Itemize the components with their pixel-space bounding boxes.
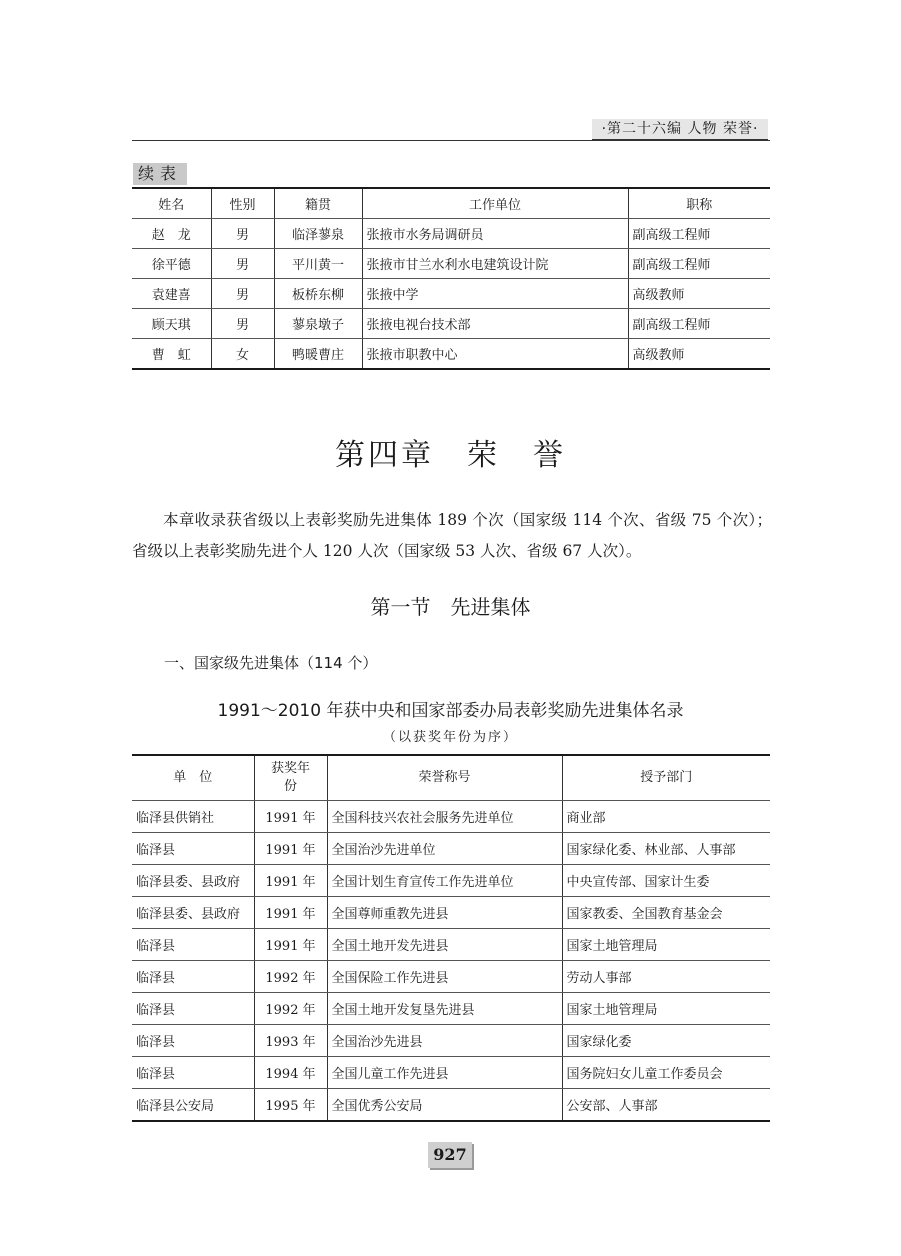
- cell-year: 1991 年: [254, 833, 327, 865]
- table-row: [132, 219, 770, 249]
- cell-gender: 男: [211, 279, 274, 309]
- continued-label: 续表: [133, 163, 187, 185]
- header-hometown: 籍贯: [274, 188, 362, 219]
- table-row: [132, 249, 770, 279]
- header-unit: 单 位: [132, 755, 254, 801]
- table-row: [132, 1025, 770, 1057]
- cell-unit: 临泽县委、县政府: [132, 897, 254, 929]
- table-row: [132, 339, 770, 370]
- cell-unit: 临泽县供销社: [132, 801, 254, 833]
- cell-hometown: 板桥东柳: [274, 279, 362, 309]
- cell-hometown: 蓼泉墩子: [274, 309, 362, 339]
- table-row: [132, 309, 770, 339]
- cell-honor: 全国科技兴农社会服务先进单位: [327, 801, 562, 833]
- table-row: [132, 897, 770, 929]
- cell-unit: 临泽县委、县政府: [132, 865, 254, 897]
- table-row: [132, 833, 770, 865]
- cell-workplace: 张掖电视台技术部: [362, 309, 628, 339]
- table-row: [132, 961, 770, 993]
- table-row: [132, 801, 770, 833]
- cell-year: 1994 年: [254, 1057, 327, 1089]
- cell-gender: 男: [211, 219, 274, 249]
- chapter-title: 第四章 荣 誉: [335, 438, 566, 473]
- cell-honor: 全国尊师重教先进县: [327, 897, 562, 929]
- header-award-year: 获奖年份: [254, 755, 327, 801]
- cell-workplace: 张掖市职教中心: [362, 339, 628, 370]
- header-title: 职称: [628, 188, 770, 219]
- cell-year: 1991 年: [254, 929, 327, 961]
- cell-honor: 全国治沙先进单位: [327, 833, 562, 865]
- table-row: [132, 1089, 770, 1122]
- cell-name: 曹 虹: [132, 339, 211, 370]
- cell-unit: 临泽县: [132, 993, 254, 1025]
- awards-table: [132, 754, 770, 1122]
- cell-name: 赵 龙: [132, 219, 211, 249]
- cell-department: 公安部、人事部: [562, 1089, 770, 1122]
- cell-name: 徐平德: [132, 249, 211, 279]
- cell-hometown: 临泽蓼泉: [274, 219, 362, 249]
- list-subtitle: （以获奖年份为序）: [382, 730, 518, 745]
- table-header-row: [132, 188, 770, 219]
- header-honor: 荣誉称号: [327, 755, 562, 801]
- cell-honor: 全国保险工作先进县: [327, 961, 562, 993]
- cell-title: 高级教师: [628, 279, 770, 309]
- cell-unit: 临泽县: [132, 1025, 254, 1057]
- cell-honor: 全国土地开发复垦先进县: [327, 993, 562, 1025]
- header-rule: [132, 140, 770, 141]
- section-title: 第一节 先进集体: [370, 595, 531, 619]
- cell-year: 1991 年: [254, 801, 327, 833]
- table-row: [132, 279, 770, 309]
- cell-year: 1995 年: [254, 1089, 327, 1122]
- cell-title: 副高级工程师: [628, 249, 770, 279]
- cell-title: 副高级工程师: [628, 219, 770, 249]
- page-number: 927: [428, 1142, 472, 1168]
- cell-department: 国家绿化委、林业部、人事部: [562, 833, 770, 865]
- cell-honor: 全国治沙先进县: [327, 1025, 562, 1057]
- cell-workplace: 张掖市甘兰水利水电建筑设计院: [362, 249, 628, 279]
- cell-gender: 男: [211, 309, 274, 339]
- cell-unit: 临泽县公安局: [132, 1089, 254, 1122]
- cell-department: 国家土地管理局: [562, 929, 770, 961]
- cell-honor: 全国土地开发先进县: [327, 929, 562, 961]
- staff-table: [132, 187, 770, 370]
- header-gender: 性别: [211, 188, 274, 219]
- cell-unit: 临泽县: [132, 929, 254, 961]
- cell-honor: 全国儿童工作先进县: [327, 1057, 562, 1089]
- cell-department: 国家绿化委: [562, 1025, 770, 1057]
- table-row: [132, 865, 770, 897]
- list-title: 1991～2010 年获中央和国家部委办局表彰奖励先进集体名录: [217, 701, 684, 721]
- cell-unit: 临泽县: [132, 1057, 254, 1089]
- table-row: [132, 993, 770, 1025]
- cell-department: 劳动人事部: [562, 961, 770, 993]
- cell-year: 1991 年: [254, 897, 327, 929]
- cell-hometown: 平川黄一: [274, 249, 362, 279]
- cell-department: 中央宣传部、国家计生委: [562, 865, 770, 897]
- cell-honor: 全国计划生育宣传工作先进单位: [327, 865, 562, 897]
- cell-workplace: 张掖中学: [362, 279, 628, 309]
- cell-gender: 女: [211, 339, 274, 370]
- running-head: ·第二十六编 人物 荣誉·: [592, 119, 768, 140]
- subsection-title: 一、国家级先进集体（114 个）: [164, 654, 378, 672]
- cell-department: 国家教委、全国教育基金会: [562, 897, 770, 929]
- cell-unit: 临泽县: [132, 833, 254, 865]
- header-name: 姓名: [132, 188, 211, 219]
- cell-name: 顾天琪: [132, 309, 211, 339]
- cell-gender: 男: [211, 249, 274, 279]
- cell-department: 国务院妇女儿童工作委员会: [562, 1057, 770, 1089]
- cell-year: 1991 年: [254, 865, 327, 897]
- cell-year: 1992 年: [254, 993, 327, 1025]
- cell-honor: 全国优秀公安局: [327, 1089, 562, 1122]
- cell-year: 1992 年: [254, 961, 327, 993]
- header-department: 授予部门: [562, 755, 770, 801]
- cell-year: 1993 年: [254, 1025, 327, 1057]
- cell-title: 高级教师: [628, 339, 770, 370]
- intro-paragraph: 本章收录获省级以上表彰奖励先进集体 189 个次（国家级 114 个次、省级 75 个次）；省级以上表彰奖励先进个人 120 人次（国家级 53 人次、省级 67 人次）。: [132, 511, 772, 560]
- cell-department: 国家土地管理局: [562, 993, 770, 1025]
- cell-workplace: 张掖市水务局调研员: [362, 219, 628, 249]
- header-workplace: 工作单位: [362, 188, 628, 219]
- cell-title: 副高级工程师: [628, 309, 770, 339]
- table-row: [132, 929, 770, 961]
- cell-name: 袁建喜: [132, 279, 211, 309]
- table-row: [132, 1057, 770, 1089]
- cell-hometown: 鸭暖曹庄: [274, 339, 362, 370]
- cell-department: 商业部: [562, 801, 770, 833]
- table-header-row: [132, 755, 770, 801]
- cell-unit: 临泽县: [132, 961, 254, 993]
